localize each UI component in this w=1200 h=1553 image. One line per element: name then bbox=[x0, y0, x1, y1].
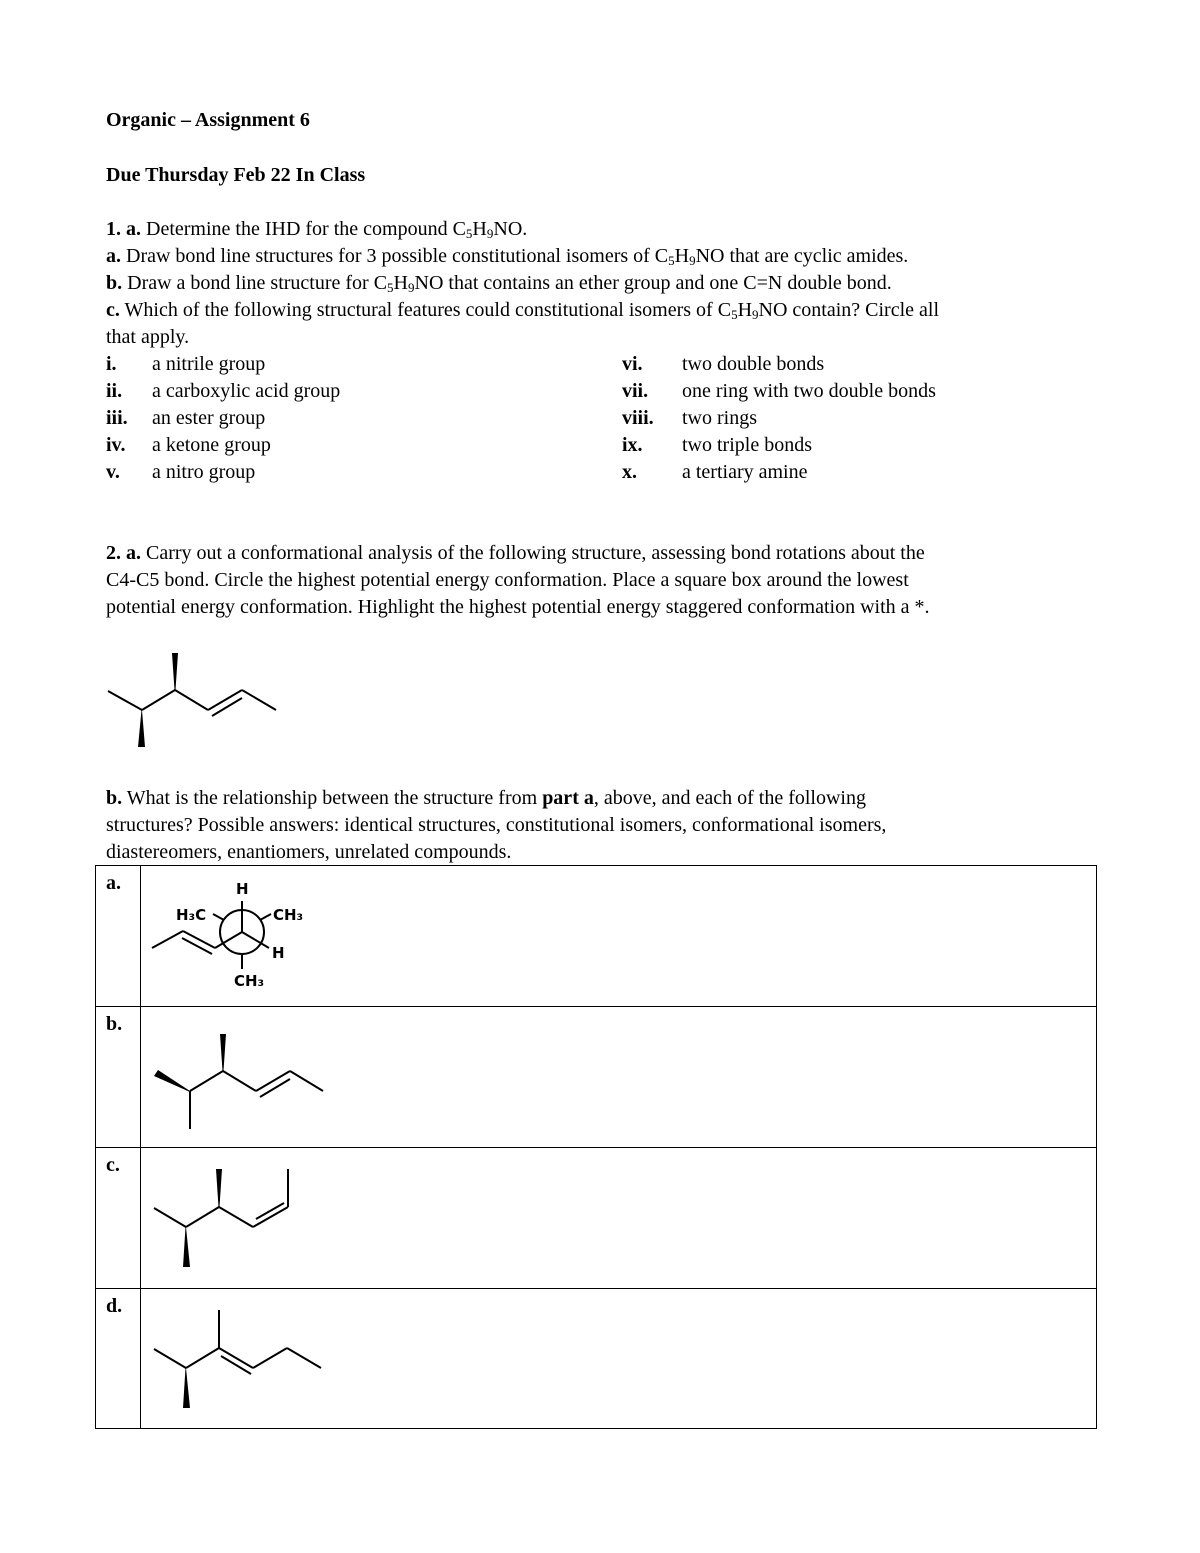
q2-a-label: 2. a. bbox=[106, 542, 141, 564]
q2-a-line1 bbox=[106, 540, 925, 567]
q1-a2-label: a. bbox=[106, 245, 121, 267]
formula-h: H bbox=[674, 245, 690, 267]
q1-a-end: . bbox=[522, 218, 528, 240]
option-text: an ester group bbox=[152, 407, 266, 429]
answer-table bbox=[95, 865, 1097, 1429]
formula-h: H bbox=[737, 299, 753, 321]
option-num: iii. bbox=[106, 407, 128, 429]
q1-a-text: Determine the IHD for the compound C bbox=[146, 218, 466, 240]
formula-sub: 5 bbox=[465, 226, 473, 241]
newman-bottom-label: CH₃ bbox=[234, 972, 265, 990]
q2-a-line3: potential energy conformation. Highlight the highest potential energy staggered conformation with a *. bbox=[106, 596, 930, 618]
molecule-structure-a bbox=[100, 645, 290, 760]
option-text: two double bonds bbox=[682, 353, 825, 375]
option-num: viii. bbox=[622, 407, 654, 429]
molecule-structure-b bbox=[151, 1022, 341, 1137]
q1-c-line bbox=[106, 297, 939, 324]
q2-b-bold: part a bbox=[542, 787, 594, 809]
q2-b-text-post: , above, and each of the following bbox=[593, 787, 866, 809]
q2-b-line1 bbox=[106, 785, 866, 812]
q1-a-line bbox=[106, 216, 527, 243]
molecule-structure-d bbox=[151, 1304, 341, 1419]
formula-sub: 9 bbox=[689, 253, 696, 268]
q2-b-line3: diastereomers, enantiomers, unrelated compounds. bbox=[106, 841, 512, 863]
q1-c-label: c. bbox=[106, 299, 120, 321]
q1-b-text: Draw a bond line structure for C bbox=[127, 272, 388, 294]
q1-a2-end: that are cyclic amides. bbox=[724, 245, 909, 267]
row-label: d. bbox=[106, 1295, 123, 1317]
table-row bbox=[96, 1148, 1096, 1289]
q1-b-end: that contains an ether group and one C=N double bond. bbox=[443, 272, 892, 294]
option-text: one ring with two double bonds bbox=[682, 380, 936, 402]
option-text: two triple bonds bbox=[682, 434, 812, 456]
formula-sub: 5 bbox=[731, 307, 738, 322]
option-text: a carboxylic acid group bbox=[152, 380, 341, 402]
formula-sub: 9 bbox=[752, 307, 759, 322]
q2-b-label: b. bbox=[106, 787, 123, 809]
option-num: x. bbox=[622, 461, 637, 483]
option-num: vi. bbox=[622, 353, 643, 375]
newman-top-label: H bbox=[236, 880, 249, 898]
q1-a2-text: Draw bond line structures for 3 possible constitutional isomers of C bbox=[126, 245, 669, 267]
formula-sub: 5 bbox=[668, 253, 675, 268]
option-num: i. bbox=[106, 353, 117, 375]
option-num: v. bbox=[106, 461, 120, 483]
option-text: a ketone group bbox=[152, 434, 271, 456]
q1-a-label: 1. a. bbox=[106, 218, 141, 240]
row-label: a. bbox=[106, 872, 121, 894]
newman-right-low-label: H bbox=[272, 944, 285, 962]
newman-left-label: H₃C bbox=[176, 906, 207, 924]
q2-a-text: Carry out a conformational analysis of the following structure, assessing bond rotations about the bbox=[146, 542, 925, 564]
option-text: two rings bbox=[682, 407, 757, 429]
formula-sub: 5 bbox=[387, 280, 394, 295]
q1-c-text: Which of the following structural features could constitutional isomers of C bbox=[124, 299, 732, 321]
option-num: iv. bbox=[106, 434, 126, 456]
q1-b-label: b. bbox=[106, 272, 123, 294]
formula-rest: NO bbox=[758, 299, 788, 321]
q1-a2-line bbox=[106, 243, 908, 270]
formula-sub: 9 bbox=[486, 226, 494, 241]
assignment-title: Organic – Assignment 6 bbox=[106, 109, 310, 131]
row-label: c. bbox=[106, 1154, 120, 1176]
molecule-structure-c bbox=[151, 1163, 341, 1278]
q2-b-line2: structures? Possible answers: identical structures, constitutional isomers, conformational isomers, bbox=[106, 814, 887, 836]
row-label: b. bbox=[106, 1013, 123, 1035]
option-text: a tertiary amine bbox=[682, 461, 808, 483]
q1-c-end: contain? Circle all bbox=[787, 299, 940, 321]
newman-projection bbox=[146, 874, 326, 999]
option-text: a nitro group bbox=[152, 461, 256, 483]
q2-a-line2: C4-C5 bond. Circle the highest potential energy conformation. Place a square box around the lowest bbox=[106, 569, 909, 591]
formula-rest: NO bbox=[493, 218, 523, 240]
option-num: ix. bbox=[622, 434, 643, 456]
formula-rest: NO bbox=[695, 245, 725, 267]
table-row bbox=[96, 1007, 1096, 1148]
q1-b-line bbox=[106, 270, 892, 297]
table-row bbox=[96, 866, 1096, 1007]
option-num: vii. bbox=[622, 380, 649, 402]
q1-c-line2: that apply. bbox=[106, 326, 190, 348]
formula-h: H bbox=[393, 272, 408, 294]
q2-b-text: What is the relationship between the structure from bbox=[126, 787, 538, 809]
due-date: Due Thursday Feb 22 In Class bbox=[106, 164, 366, 186]
table-row bbox=[96, 1289, 1096, 1430]
newman-right-label: CH₃ bbox=[273, 906, 304, 924]
option-text: a nitrile group bbox=[152, 353, 266, 375]
formula-rest: NO bbox=[414, 272, 444, 294]
formula-sub: 9 bbox=[408, 280, 415, 295]
option-num: ii. bbox=[106, 380, 123, 402]
formula-h: H bbox=[472, 218, 487, 240]
